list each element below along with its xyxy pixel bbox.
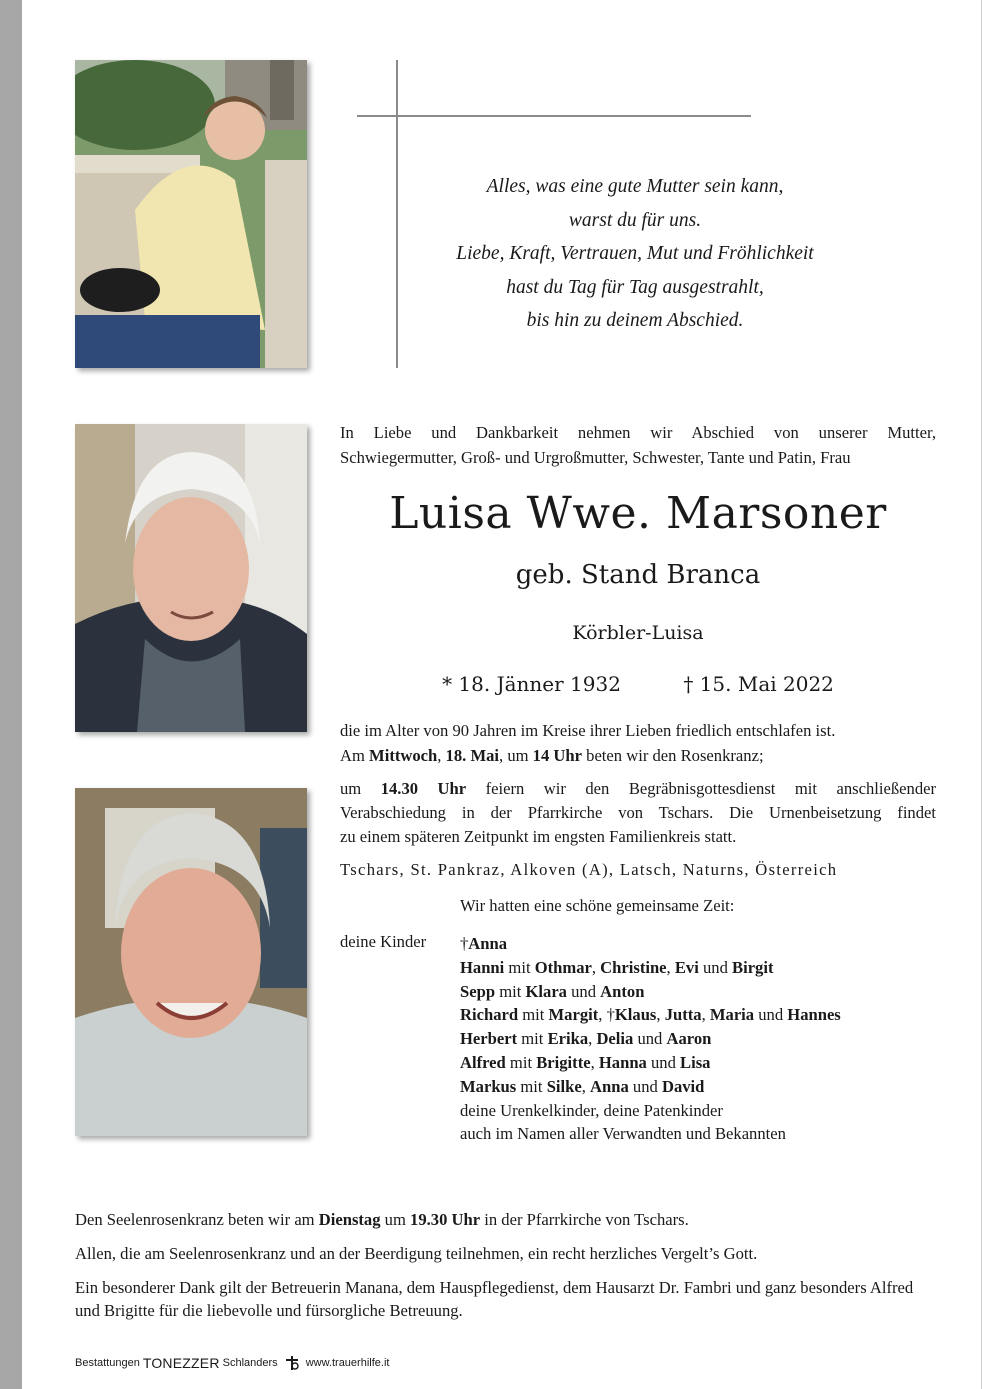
verse-line: Liebe, Kraft, Vertrauen, Mut und Fröhlichkeit — [456, 243, 814, 264]
mourner-name: Brigitte — [536, 1052, 591, 1072]
mourner-name: Anna — [468, 934, 508, 953]
verse-line: warst du für uns. — [568, 209, 702, 231]
children-label: deine Kinder — [340, 932, 427, 951]
text: in der Pfarrkirche von Tschars. — [480, 1210, 689, 1229]
mourner-name: Birgit — [732, 957, 774, 977]
trauerhilfe-logo-icon — [284, 1355, 300, 1371]
funeral-line-1 — [340, 777, 936, 801]
age-paragraph: die im Alter von 90 Jahren im Kreise ihrer Lieben friedlich entschlafen ist. — [340, 721, 836, 740]
text: mit — [495, 981, 526, 1001]
text: , — [701, 1005, 710, 1025]
mourner-name: Markus — [460, 1076, 517, 1096]
text: mit — [518, 1005, 549, 1025]
text: und — [628, 1076, 662, 1096]
funeral-time: 14.30 Uhr — [380, 779, 467, 798]
mourner-line: †Anna — [460, 934, 508, 953]
intro-text — [340, 420, 936, 470]
mourner-name: Anna — [590, 1076, 629, 1096]
cross-horizontal — [357, 115, 751, 117]
intro-line-2: Schwiegermutter, Groß- und Urgroßmutter, Schwester, Tante und Patin, Frau — [340, 448, 851, 467]
life-dates — [340, 672, 936, 696]
mourner-name: Alfred — [460, 1052, 506, 1072]
mourner-name: Hannes — [787, 1005, 841, 1025]
memorial-verse — [410, 170, 860, 338]
mourner-name: Klaus — [614, 1005, 657, 1025]
text: und — [566, 981, 601, 1001]
text: , — [591, 957, 601, 977]
mourner-line: deine Urenkelkinder, deine Patenkinder — [460, 1100, 723, 1120]
nickname: Körbler-Luisa — [572, 622, 704, 644]
mourner-name: Klara — [525, 981, 567, 1001]
footer — [75, 1355, 389, 1371]
text: , — [437, 746, 446, 765]
rosary-date: 18. Mai — [445, 746, 500, 765]
mourner-line — [460, 1075, 841, 1099]
footer-url[interactable]: www.trauerhilfe.it — [305, 1357, 390, 1369]
death-date: † 15. Mai 2022 — [683, 672, 834, 696]
text: , — [590, 1052, 599, 1072]
text: Am — [340, 746, 370, 765]
mourner-name: Hanni — [460, 957, 505, 977]
maiden-name: geb. Stand Branca — [515, 560, 761, 590]
mourner-line — [460, 980, 841, 1004]
mourner-name: Herbert — [460, 1029, 518, 1049]
verse-line: hast du Tag für Tag ausgestrahlt, — [506, 276, 764, 298]
text: und — [646, 1052, 681, 1072]
text: , † — [598, 1005, 615, 1025]
text: feiern wir den Begräbnisgottesdienst mit anschließender — [466, 779, 937, 798]
text: , — [581, 1076, 591, 1096]
text: , — [666, 957, 675, 977]
intro-line-1: In Liebe und Dankbarkeit nehmen wir Abschied von unserer Mutter, — [340, 423, 936, 442]
text: beten wir den Rosenkranz; — [582, 746, 764, 765]
text: mit — [505, 1052, 537, 1072]
rosary-time: 14 Uhr — [532, 746, 582, 765]
mourner-name: Erika — [547, 1029, 589, 1049]
rosary-evening-note — [75, 1208, 935, 1231]
text: und — [754, 1005, 788, 1025]
mourner-name: Hanna — [598, 1052, 647, 1072]
verse-line: Alles, was eine gute Mutter sein kann, — [486, 176, 784, 197]
thanks-attendance: Allen, die am Seelenrosenkranz und an der Beerdigung teilnehmen, ein recht herzliches Vergelt’s Gott. — [75, 1244, 758, 1263]
text: um — [380, 1210, 411, 1229]
mourner-name: Aaron — [666, 1029, 712, 1049]
text: Den Seelenrosenkranz beten wir am — [75, 1210, 319, 1229]
birth-date: * 18. Jänner 1932 — [442, 672, 621, 696]
text: und — [633, 1029, 667, 1049]
mourner-name: Christine — [600, 957, 667, 977]
mourner-line — [460, 1027, 841, 1051]
cross-vertical — [396, 60, 398, 368]
funeral-paragraph — [340, 777, 936, 849]
mourner-name: Delia — [596, 1029, 634, 1049]
footer-suffix: Schlanders — [222, 1357, 278, 1369]
text: , um — [499, 746, 533, 765]
mourner-name: Othmar — [534, 957, 592, 977]
mourner-name: Jutta — [664, 1005, 702, 1025]
photo-outdoor — [75, 60, 307, 368]
mourners-list — [460, 932, 841, 1146]
mourner-name: Richard — [460, 1005, 519, 1025]
left-gray-bar — [0, 0, 22, 1389]
mourner-name: Margit — [548, 1005, 599, 1025]
footer-prefix: Bestattungen — [75, 1357, 140, 1369]
mourner-name: Evi — [674, 957, 699, 977]
mourner-name: Anton — [600, 981, 645, 1001]
together-line: Wir hatten eine schöne gemeinsame Zeit: — [460, 896, 735, 915]
mourner-line — [460, 1051, 841, 1075]
mourner-name: Lisa — [680, 1052, 711, 1072]
mourner-line: auch im Namen aller Verwandten und Bekannten — [460, 1124, 786, 1144]
text: , — [656, 1005, 665, 1025]
mourner-name: Sepp — [460, 981, 496, 1001]
rosary-evening-day: Dienstag — [318, 1210, 381, 1229]
mourner-name: David — [661, 1076, 705, 1096]
text: mit — [504, 957, 535, 977]
funeral-line-2: Verabschiedung in der Pfarrkirche von Tschars. Die Urnenbeisetzung findet — [340, 803, 936, 822]
text: um — [340, 779, 381, 798]
verse-line: bis hin zu deinem Abschied. — [526, 310, 744, 331]
photo-portrait-2 — [75, 788, 307, 1136]
funeral-line-3: zu einem späteren Zeitpunkt im engsten Familienkreis statt. — [340, 827, 737, 846]
rosary-day: Mittwoch — [369, 746, 438, 765]
mourner-name: Maria — [709, 1005, 755, 1025]
places-line: Tschars, St. Pankraz, Alkoven (A), Latsch, Naturns, Österreich — [340, 860, 838, 879]
text: mit — [516, 1076, 547, 1096]
mourner-line — [460, 1003, 841, 1027]
text: , — [588, 1029, 597, 1049]
photo-portrait-1 — [75, 424, 307, 732]
rosary-paragraph — [340, 744, 936, 768]
thanks-caregivers: Ein besonderer Dank gilt der Betreuerin Manana, dem Hauspflegedienst, dem Hausarzt Dr. Fambri und ganz besonders Alfred und Brigitte für die liebevolle und fürsorgliche Betreuung. — [75, 1278, 914, 1320]
mourner-name: Silke — [546, 1076, 582, 1096]
rosary-evening-time: 19.30 Uhr — [410, 1210, 481, 1229]
footer-brand: TONEZZER — [142, 1355, 220, 1371]
text: und — [698, 957, 733, 977]
text: mit — [517, 1029, 548, 1049]
mourner-line — [460, 956, 841, 980]
deceased-name: Luisa Wwe. Marsoner — [389, 488, 887, 539]
